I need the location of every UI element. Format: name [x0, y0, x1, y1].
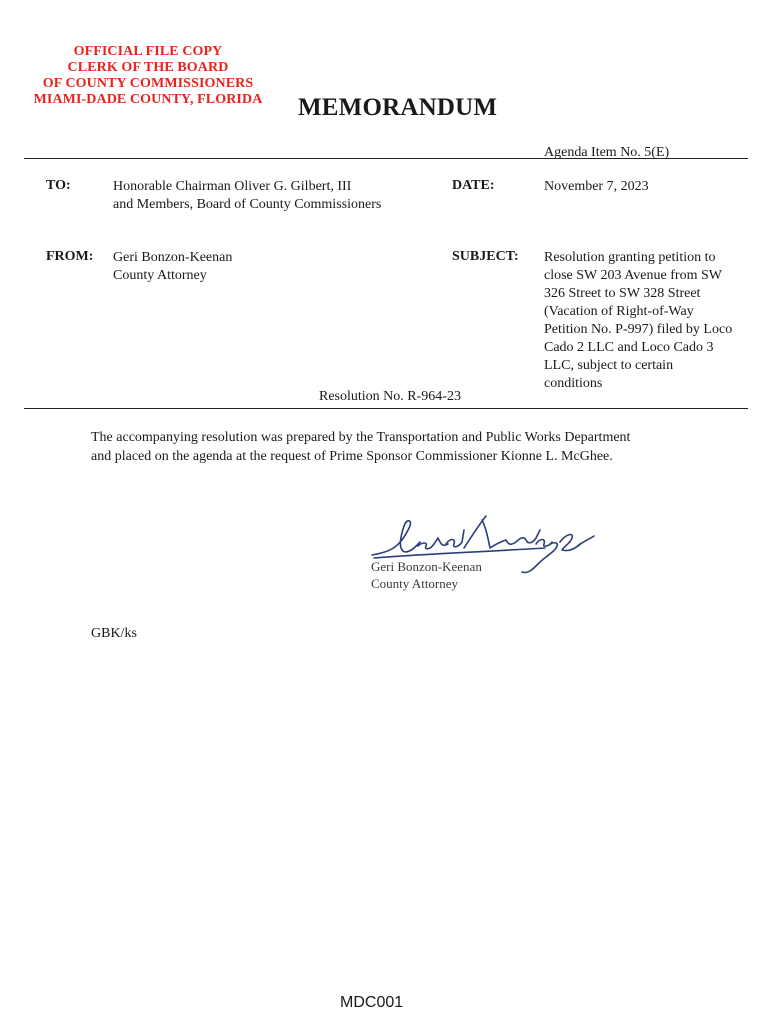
- date-label: DATE:: [452, 178, 495, 193]
- agenda-item-number: Agenda Item No. 5(E): [544, 145, 670, 160]
- to-label: TO:: [46, 178, 71, 193]
- signer-title: County Attorney: [371, 576, 459, 591]
- stamp-line: MIAMI-DADE COUNTY, FLORIDA: [33, 92, 263, 107]
- typist-initials: GBK/ks: [91, 626, 137, 641]
- subject-line: Cado 2 LLC and Loco Cado 3: [544, 340, 714, 355]
- date-value: November 7, 2023: [544, 179, 649, 194]
- memo-body: [91, 428, 711, 466]
- to-line: and Members, Board of County Commissioners: [113, 197, 382, 212]
- body-divider: [24, 408, 748, 409]
- from-label: FROM:: [46, 249, 94, 264]
- footer-code: MDC001: [340, 994, 404, 1011]
- subject-line: Petition No. P-997) filed by Loco: [544, 322, 733, 337]
- subject-line: (Vacation of Right-of-Way: [544, 304, 694, 319]
- subject-line: LLC, subject to certain: [544, 358, 674, 373]
- to-recipients: [113, 178, 381, 214]
- signature-block: [371, 558, 482, 592]
- to-line: Honorable Chairman Oliver G. Gilbert, III: [113, 179, 352, 194]
- subject-line: Resolution granting petition to: [544, 250, 716, 265]
- from-sender: [113, 249, 232, 285]
- from-line: County Attorney: [113, 268, 207, 283]
- header-divider: [24, 158, 748, 159]
- subject-line: close SW 203 Avenue from SW: [544, 268, 722, 283]
- subject-text: [544, 249, 732, 393]
- stamp-line: CLERK OF THE BOARD: [67, 60, 229, 75]
- resolution-number: Resolution No. R-964-23: [319, 389, 461, 404]
- stamp-line: OFFICIAL FILE COPY: [73, 44, 223, 59]
- memo-title: MEMORANDUM: [298, 94, 498, 121]
- body-line: The accompanying resolution was prepared by the Transportation and Public Works Department: [91, 430, 631, 445]
- body-line: and placed on the agenda at the request of Prime Sponsor Commissioner Kionne L. McGhee.: [91, 449, 613, 464]
- subject-label: SUBJECT:: [452, 249, 519, 264]
- subject-line: 326 Street to SW 328 Street: [544, 286, 701, 301]
- from-line: Geri Bonzon-Keenan: [113, 250, 233, 265]
- subject-line: conditions: [544, 376, 603, 391]
- official-file-copy-stamp: [20, 44, 276, 108]
- stamp-line: OF COUNTY COMMISSIONERS: [42, 76, 254, 91]
- signer-name: Geri Bonzon-Keenan: [371, 559, 482, 574]
